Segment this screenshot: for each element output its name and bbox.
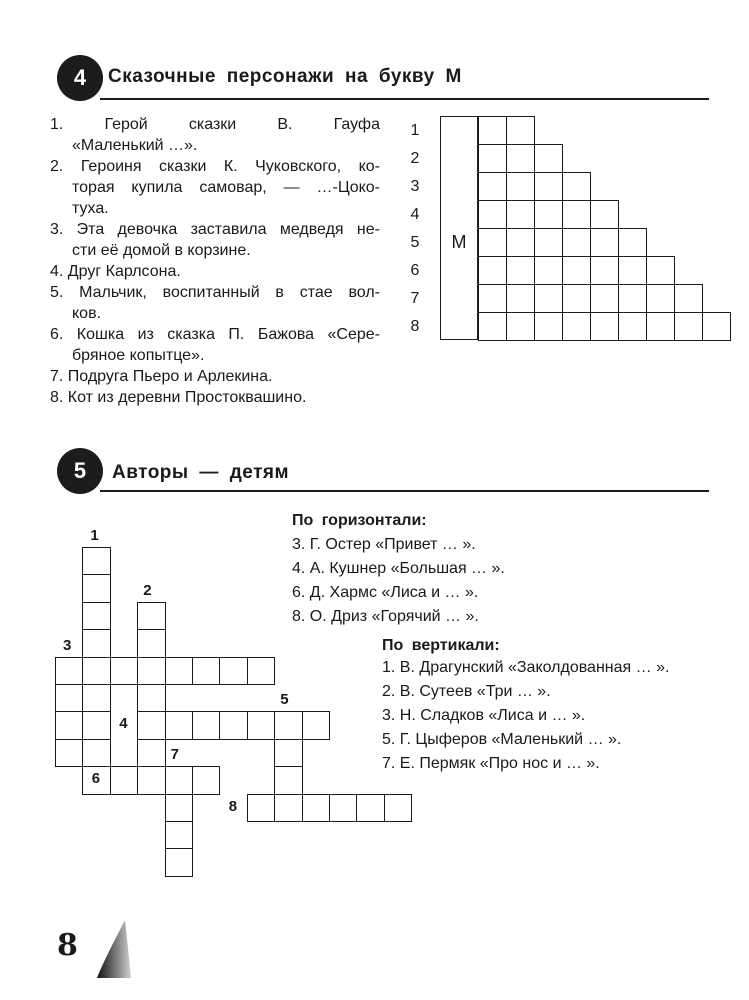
answer-cell[interactable] <box>618 256 647 285</box>
answer-cell[interactable] <box>219 711 247 739</box>
answer-cell[interactable] <box>137 629 165 657</box>
clue-item <box>50 156 380 219</box>
answer-cell[interactable] <box>274 794 302 822</box>
answer-cell[interactable] <box>137 657 165 685</box>
answer-cell[interactable] <box>590 200 619 229</box>
answer-cell[interactable] <box>702 312 731 341</box>
answer-cell[interactable] <box>674 312 703 341</box>
task-title: Сказочные персонажи на букву М <box>108 66 462 87</box>
answer-cell[interactable] <box>137 711 165 739</box>
answer-cell[interactable] <box>165 794 193 822</box>
answer-cell[interactable] <box>82 711 110 739</box>
clue-number: 1 <box>90 527 99 544</box>
clue-item: 7. Е. Пермяк «Про нос и … ». <box>382 755 600 772</box>
clue-item <box>50 219 380 261</box>
answer-cell[interactable] <box>82 657 110 685</box>
row-number: 3 <box>410 178 420 195</box>
clue-line: 6. Кошка из сказка П. Бажова «Сере- <box>50 326 380 343</box>
answer-cell[interactable] <box>618 228 647 257</box>
answer-cell[interactable] <box>165 711 193 739</box>
clue-line: «Маленький …». <box>72 137 198 154</box>
answer-cell[interactable] <box>82 739 110 767</box>
answer-cell[interactable] <box>562 172 591 201</box>
answer-cell[interactable] <box>562 200 591 229</box>
answer-cell[interactable] <box>646 312 675 341</box>
answer-cell[interactable] <box>506 172 535 201</box>
answer-cell[interactable] <box>192 766 220 794</box>
row-number: 8 <box>410 318 420 335</box>
answer-cell[interactable] <box>534 284 563 313</box>
clue-number: 5 <box>280 691 289 709</box>
clue-item <box>50 387 380 408</box>
answer-cell[interactable] <box>82 629 110 657</box>
answer-cell[interactable] <box>534 200 563 229</box>
clue-line: ков. <box>72 305 102 322</box>
answer-cell[interactable] <box>506 284 535 313</box>
answer-cell[interactable] <box>534 312 563 341</box>
clue-number: 3 <box>63 636 72 654</box>
clue-item: 4. А. Кушнер «Большая … ». <box>292 560 505 577</box>
answer-cell[interactable] <box>646 256 675 285</box>
answer-cell[interactable] <box>506 228 535 257</box>
task-title: Авторы — детям <box>112 462 290 483</box>
answer-cell[interactable] <box>506 200 535 229</box>
answer-cell[interactable] <box>534 144 563 173</box>
answer-cell[interactable] <box>562 284 591 313</box>
answer-cell[interactable] <box>219 657 247 685</box>
horizontal-clue-list <box>292 533 505 629</box>
answer-cell[interactable] <box>478 312 507 341</box>
row-number: 7 <box>410 290 420 307</box>
answer-cell[interactable] <box>329 794 357 822</box>
answer-cell[interactable] <box>618 284 647 313</box>
answer-cell[interactable] <box>247 794 275 822</box>
answer-cell[interactable] <box>674 284 703 313</box>
answer-cell[interactable] <box>506 144 535 173</box>
answer-cell[interactable] <box>646 284 675 313</box>
section-divider <box>100 490 709 492</box>
task-number-badge <box>57 55 103 101</box>
answer-cell[interactable] <box>506 312 535 341</box>
answer-cell[interactable] <box>534 172 563 201</box>
clue-item: 6. Д. Хармс «Лиса и … ». <box>292 584 479 601</box>
answer-cell[interactable] <box>137 766 165 794</box>
clue-line: бряное копытце». <box>72 347 205 364</box>
answer-cell[interactable] <box>165 821 193 849</box>
task-number: 4 <box>73 65 87 90</box>
answer-cell[interactable] <box>82 574 110 602</box>
answer-cell[interactable] <box>82 547 110 575</box>
clue-item: 5. Г. Цыферов «Маленький … ». <box>382 731 622 748</box>
clue-item <box>50 366 380 387</box>
clue-number: 7 <box>170 746 179 764</box>
clue-number: 2 <box>143 581 152 599</box>
clue-line: 1. Герой сказки В. Гауфа <box>50 116 380 133</box>
answer-cell[interactable] <box>478 284 507 313</box>
clue-item <box>50 261 380 282</box>
answer-cell[interactable] <box>590 256 619 285</box>
answer-cell[interactable] <box>506 116 535 145</box>
answer-cell[interactable] <box>478 200 507 229</box>
answer-cell[interactable] <box>562 312 591 341</box>
task-number: 5 <box>73 458 87 483</box>
answer-cell[interactable] <box>302 711 330 739</box>
answer-cell[interactable] <box>82 684 110 712</box>
clue-item <box>50 114 380 156</box>
task-number-badge <box>57 448 103 494</box>
clue-line: торая купила самовар, — …-Цоко- <box>72 179 380 196</box>
answer-cell[interactable] <box>165 657 193 685</box>
answer-cell[interactable] <box>55 739 83 767</box>
section-divider <box>100 98 709 100</box>
given-letter: М <box>451 231 467 252</box>
answer-cell[interactable] <box>55 657 83 685</box>
clue-item: 1. В. Драгунский «Заколдованная … ». <box>382 659 670 676</box>
answer-cell[interactable] <box>165 766 193 794</box>
row-number: 6 <box>410 262 420 279</box>
answer-cell[interactable] <box>137 602 165 630</box>
answer-cell[interactable] <box>590 228 619 257</box>
clue-number: 6 <box>91 770 101 788</box>
answer-cell[interactable] <box>478 172 507 201</box>
answer-cell[interactable] <box>534 228 563 257</box>
answer-cell[interactable] <box>302 794 330 822</box>
clue-line: сти её домой в корзине. <box>72 242 251 259</box>
page-corner-decoration <box>95 918 135 980</box>
row-number: 2 <box>410 150 420 167</box>
answer-cell[interactable] <box>590 312 619 341</box>
clue-line: 3. Эта девочка заставила медведя не- <box>50 221 380 238</box>
answer-cell[interactable] <box>55 684 83 712</box>
answer-cell[interactable] <box>562 228 591 257</box>
clue-item: 2. В. Сутеев «Три … ». <box>382 683 551 700</box>
row-number: 5 <box>410 234 420 251</box>
clue-item <box>50 282 380 324</box>
clue-number: 4 <box>119 715 128 733</box>
horizontal-heading: По горизонтали: <box>292 512 427 529</box>
vertical-heading: По вертикали: <box>382 637 500 654</box>
answer-cell[interactable] <box>247 711 275 739</box>
clue-item: 8. О. Дриз «Горячий … ». <box>292 608 479 625</box>
answer-cell[interactable] <box>110 766 138 794</box>
answer-cell[interactable] <box>55 711 83 739</box>
clue-line: туха. <box>72 200 109 217</box>
answer-cell[interactable] <box>478 228 507 257</box>
answer-cell[interactable] <box>247 657 275 685</box>
clue-line: 2. Героиня сказки К. Чуковского, ко- <box>50 158 380 175</box>
answer-cell[interactable] <box>192 711 220 739</box>
clue-item: 3. Н. Сладков «Лиса и … ». <box>382 707 586 724</box>
answer-cell[interactable] <box>590 284 619 313</box>
clue-line: 8. Кот из деревни Простоквашино. <box>50 389 307 406</box>
answer-cell[interactable] <box>534 256 563 285</box>
clue-item: 3. Г. Остер «Привет … ». <box>292 536 476 553</box>
answer-cell[interactable] <box>618 312 647 341</box>
answer-cell[interactable] <box>506 256 535 285</box>
clue-item <box>50 324 380 366</box>
answer-cell[interactable] <box>82 602 110 630</box>
clue-line: 4. Друг Карлсона. <box>50 263 181 280</box>
answer-cell[interactable] <box>356 794 384 822</box>
answer-cell[interactable] <box>562 256 591 285</box>
row-number: 1 <box>410 122 420 139</box>
answer-cell[interactable] <box>478 144 507 173</box>
answer-cell[interactable] <box>192 657 220 685</box>
clue-list <box>50 114 380 408</box>
answer-cell[interactable] <box>274 766 302 794</box>
answer-cell[interactable] <box>165 848 193 876</box>
clue-line: 5. Мальчик, воспитанный в стае вол- <box>50 284 380 301</box>
vertical-clue-list <box>382 656 669 776</box>
page-number: 8 <box>57 928 78 963</box>
answer-cell[interactable] <box>478 116 507 145</box>
answer-cell[interactable] <box>384 794 412 822</box>
answer-cell[interactable] <box>274 711 302 739</box>
answer-cell[interactable] <box>137 739 165 767</box>
clue-line: 7. Подруга Пьеро и Арлекина. <box>50 368 273 385</box>
answer-cell[interactable] <box>274 739 302 767</box>
answer-cell[interactable] <box>110 657 138 685</box>
answer-cell[interactable] <box>137 684 165 712</box>
row-number: 4 <box>410 206 420 223</box>
answer-cell[interactable] <box>478 256 507 285</box>
clue-number: 8 <box>228 797 238 815</box>
